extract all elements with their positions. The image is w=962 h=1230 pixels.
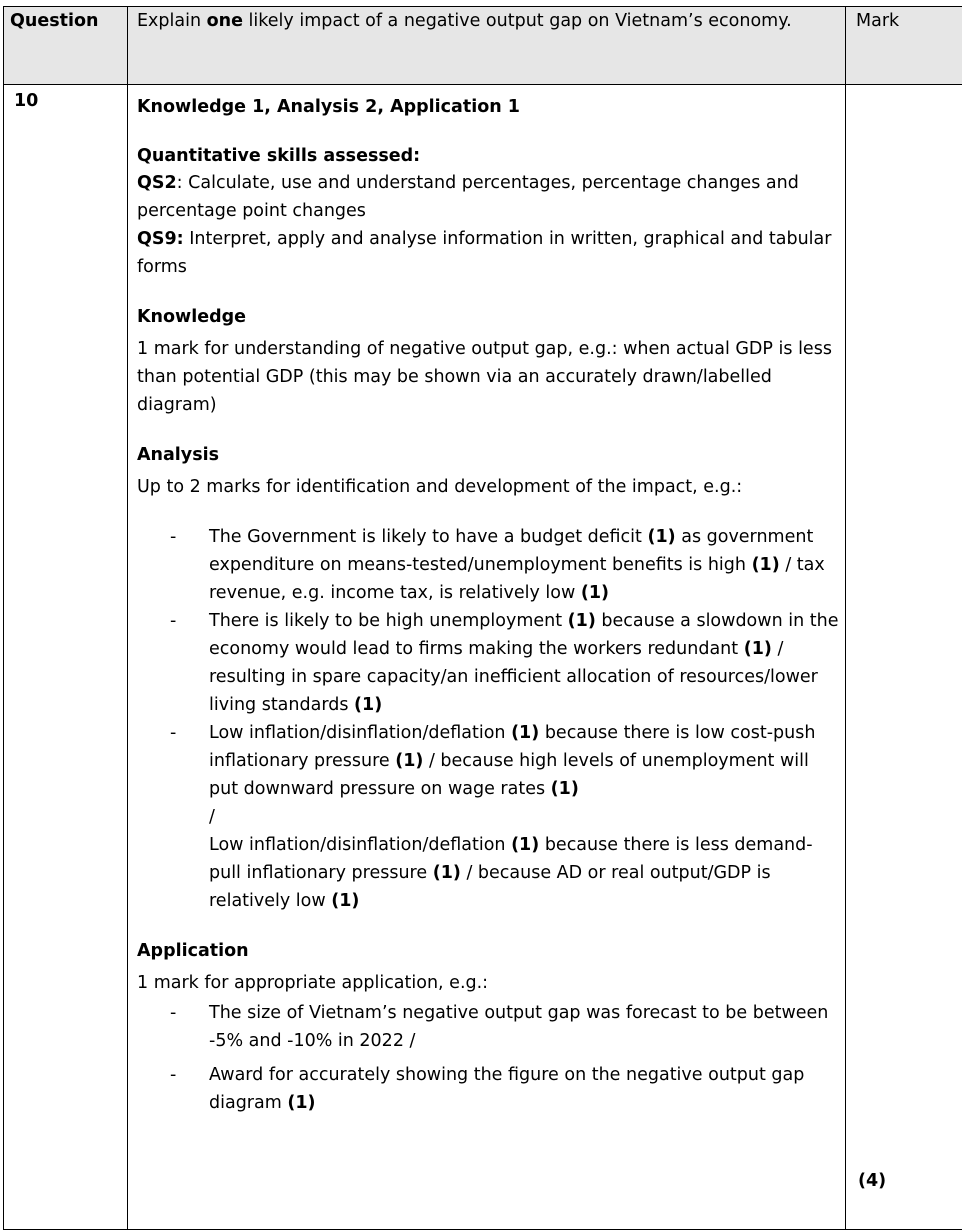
mark-point: (1) <box>511 723 539 743</box>
application-bullet <box>170 999 841 1055</box>
application-bullet-list <box>137 999 841 1117</box>
mark-point: (1) <box>395 751 423 771</box>
knowledge-heading: Knowledge <box>137 303 841 331</box>
bullet-text: Award for accurately showing the figure on the negative output gap diagram <box>209 1065 804 1113</box>
application-bullet <box>170 1061 841 1117</box>
bullet-text: Low inflation/disinflation/deflation <box>209 835 511 855</box>
application-heading: Application <box>137 937 841 965</box>
skill-sep: : <box>177 173 183 193</box>
mark-cell <box>846 85 962 1230</box>
bullet-text: as government expenditure on means-tested/unemployment benefits is high <box>209 527 813 575</box>
prompt-text-end: likely impact of a negative output gap on Vietnam’s economy. <box>243 11 792 31</box>
bullet-text: The size of Vietnam’s negative output gap was forecast to be between -5% and -10% in 2022 / <box>209 1003 828 1051</box>
quant-skill-qs9 <box>137 225 841 281</box>
mark-point: (1) <box>752 555 780 575</box>
analysis-bullet-list <box>137 523 841 915</box>
mark-scheme-table <box>3 6 962 1230</box>
mark-guidance <box>128 85 846 1230</box>
mark-point: (1) <box>354 695 382 715</box>
bullet-text: / <box>209 807 215 827</box>
bullet-text: / resulting in spare capacity/an inefficient allocation of resources/lower living standards <box>209 639 818 715</box>
application-intro: 1 mark for appropriate application, e.g.: <box>137 969 841 997</box>
question-column-header: Question <box>4 7 128 85</box>
question-prompt <box>128 7 846 85</box>
dash-marker: - <box>170 1061 176 1089</box>
mark-point: (1) <box>568 611 596 631</box>
header-row <box>4 7 962 85</box>
analysis-bullet <box>170 607 841 719</box>
dash-marker: - <box>170 719 176 747</box>
mark-point: (1) <box>647 527 675 547</box>
bullet-text: There is likely to be high unemployment <box>209 611 568 631</box>
bullet-text: because there is less demand-pull inflationary pressure <box>209 835 813 883</box>
bullet-text: The Government is likely to have a budget deficit <box>209 527 647 547</box>
bullet-text: because a slowdown in the economy would lead to firms making the workers redundant <box>209 611 838 659</box>
analysis-intro: Up to 2 marks for identification and development of the impact, e.g.: <box>137 473 841 501</box>
bullet-text: / tax revenue, e.g. income tax, is relatively low <box>209 555 825 603</box>
analysis-bullet <box>170 719 841 915</box>
skill-text: Interpret, apply and analyse information in written, graphical and tabular forms <box>137 229 831 277</box>
total-mark: (4) <box>858 1171 886 1191</box>
dash-marker: - <box>170 523 176 551</box>
mark-point: (1) <box>551 779 579 799</box>
dash-marker: - <box>170 607 176 635</box>
bullet-text: / because AD or real output/GDP is relatively low <box>209 863 771 911</box>
skill-code: QS9: <box>137 229 184 249</box>
question-number: 10 <box>4 85 128 1230</box>
quant-skills-heading: Quantitative skills assessed: <box>137 143 841 169</box>
analysis-bullet <box>170 523 841 607</box>
mark-point: (1) <box>331 891 359 911</box>
answer-row <box>4 85 962 1230</box>
skill-code: QS2 <box>137 173 177 193</box>
analysis-heading: Analysis <box>137 441 841 469</box>
prompt-emphasis: one <box>207 11 243 31</box>
mark-point: (1) <box>511 835 539 855</box>
quant-skill-qs2 <box>137 169 841 225</box>
knowledge-text: 1 mark for understanding of negative output gap, e.g.: when actual GDP is less than potential GDP (this may be shown via an accurately drawn/labelled diagram) <box>137 335 841 419</box>
bullet-text: / because high levels of unemployment will put downward pressure on wage rates <box>209 751 809 799</box>
dash-marker: - <box>170 999 176 1027</box>
mark-point: (1) <box>744 639 772 659</box>
mark-point: (1) <box>581 583 609 603</box>
bullet-text: because there is low cost-push inflationary pressure <box>209 723 815 771</box>
skill-text: Calculate, use and understand percentages, percentage changes and percentage point changes <box>137 173 799 221</box>
mark-column-header: Mark <box>846 7 962 85</box>
prompt-text-start: Explain <box>137 11 207 31</box>
mark-point: (1) <box>433 863 461 883</box>
mark-point: (1) <box>287 1093 315 1113</box>
mark-allocation: Knowledge 1, Analysis 2, Application 1 <box>137 93 841 121</box>
bullet-text: Low inflation/disinflation/deflation <box>209 723 511 743</box>
